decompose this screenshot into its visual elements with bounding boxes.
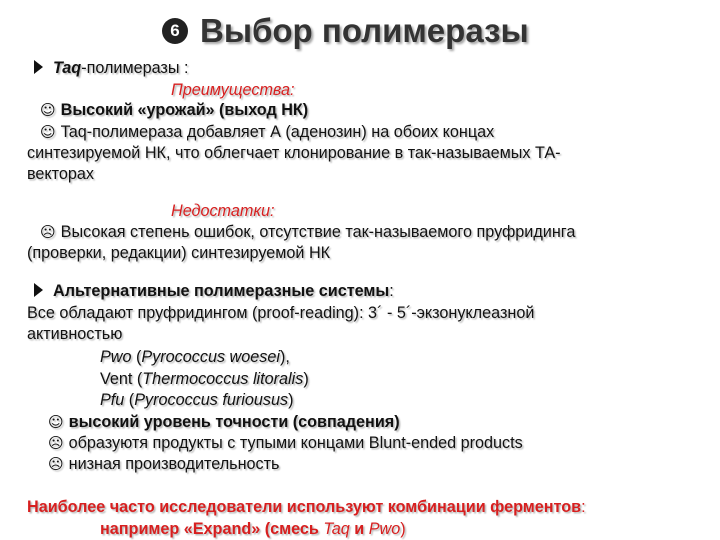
advantages-heading: Преимущества:: [171, 81, 295, 99]
bullet-triangle-icon: [34, 60, 43, 74]
alternative-systems-title: Альтернативные полимеразные системы: [53, 282, 390, 300]
smiley-icon: ☺: [40, 101, 56, 119]
conclusion-text: Наиболее часто исследователи используют комбинации ферментов: [27, 498, 582, 516]
disadvantage-1-line-1: [40, 222, 575, 242]
taq-heading-suffix: -полимеразы :: [81, 59, 189, 77]
alt-point-3: [48, 454, 280, 474]
enzyme-species: Thermococcus litoralis: [142, 370, 304, 388]
smiley-icon: ☺: [40, 123, 56, 141]
slide-title: Выбор полимеразы: [200, 12, 529, 49]
enzyme-abbr: Vent: [100, 370, 133, 388]
slide-number-badge: 6: [162, 18, 188, 44]
taq-name: Taq: [53, 59, 82, 77]
enzyme-paren-open: (: [124, 391, 135, 409]
alt-point-1-text: высокий уровень точности (совпадения): [68, 413, 400, 431]
enzyme-paren-open: (: [131, 348, 142, 366]
conclusion-close-paren: ): [400, 520, 406, 538]
frown-icon: ☹: [48, 434, 64, 452]
enzyme-paren-open: (: [132, 370, 143, 388]
slide-title-block: [162, 8, 529, 54]
proofreading-desc-line-1: Все обладают пруфридингом (proof-reading): 3´ - 5´-экзонуклеазной: [27, 304, 535, 322]
alt-point-1: [48, 412, 400, 432]
alternative-systems-heading: [34, 281, 394, 301]
advantage-2-line-1: [40, 122, 494, 142]
enzyme-paren-close: ): [303, 370, 309, 388]
disadvantage-1-line-2: (проверки, редакции) синтезируемой НК: [27, 244, 331, 262]
enzyme-pwo: [100, 347, 290, 367]
disadvantage-1-text: Высокая степень ошибок, отсутствие так-называемого пруфридинга: [60, 223, 576, 241]
alt-point-3-text: низная производительность: [68, 455, 280, 473]
enzyme-abbr: Pwo: [100, 348, 132, 366]
frown-icon: ☹: [40, 223, 56, 241]
conclusion-taq: Taq: [323, 520, 350, 538]
conclusion-line-2: [100, 519, 406, 539]
bullet-triangle-icon: [34, 283, 43, 297]
enzyme-abbr: Pfu: [100, 391, 125, 409]
alt-point-2: [48, 433, 523, 453]
disadvantages-heading: Недостатки:: [171, 202, 275, 220]
enzyme-species: Pyrococcus woesei: [141, 348, 280, 366]
enzyme-vent: [100, 369, 309, 389]
enzyme-paren-close: ): [288, 391, 294, 409]
conclusion-and: и: [349, 520, 369, 538]
advantage-1: [40, 100, 308, 120]
conclusion-line-1: [27, 497, 586, 517]
alternative-systems-colon: :: [389, 282, 394, 300]
proofreading-desc-line-2: активностью: [27, 325, 123, 343]
enzyme-pfu: [100, 390, 293, 410]
enzyme-paren-close: ),: [279, 348, 290, 366]
conclusion-example-prefix: например «Expand» (смесь: [100, 520, 324, 538]
conclusion-colon: :: [581, 498, 586, 516]
advantage-2-line-3: векторах: [27, 165, 95, 183]
taq-heading: [34, 58, 189, 78]
advantage-2-text: Taq-полимераза добавляет А (аденозин) на обоих концах: [60, 123, 495, 141]
conclusion-pwo: Pwo: [368, 520, 401, 538]
advantage-2-line-2: синтезируемой НК, что облегчает клонирование в так-называемых ТА-: [27, 144, 561, 162]
frown-icon: ☹: [48, 455, 64, 473]
alt-point-2-text: образуютя продукты с тупыми концами Blunt-ended products: [68, 434, 523, 452]
smiley-icon: ☺: [48, 413, 64, 431]
enzyme-species: Pyrococcus furiousus: [134, 391, 289, 409]
advantage-1-text: Высокий «урожай» (выход НК): [60, 101, 309, 119]
